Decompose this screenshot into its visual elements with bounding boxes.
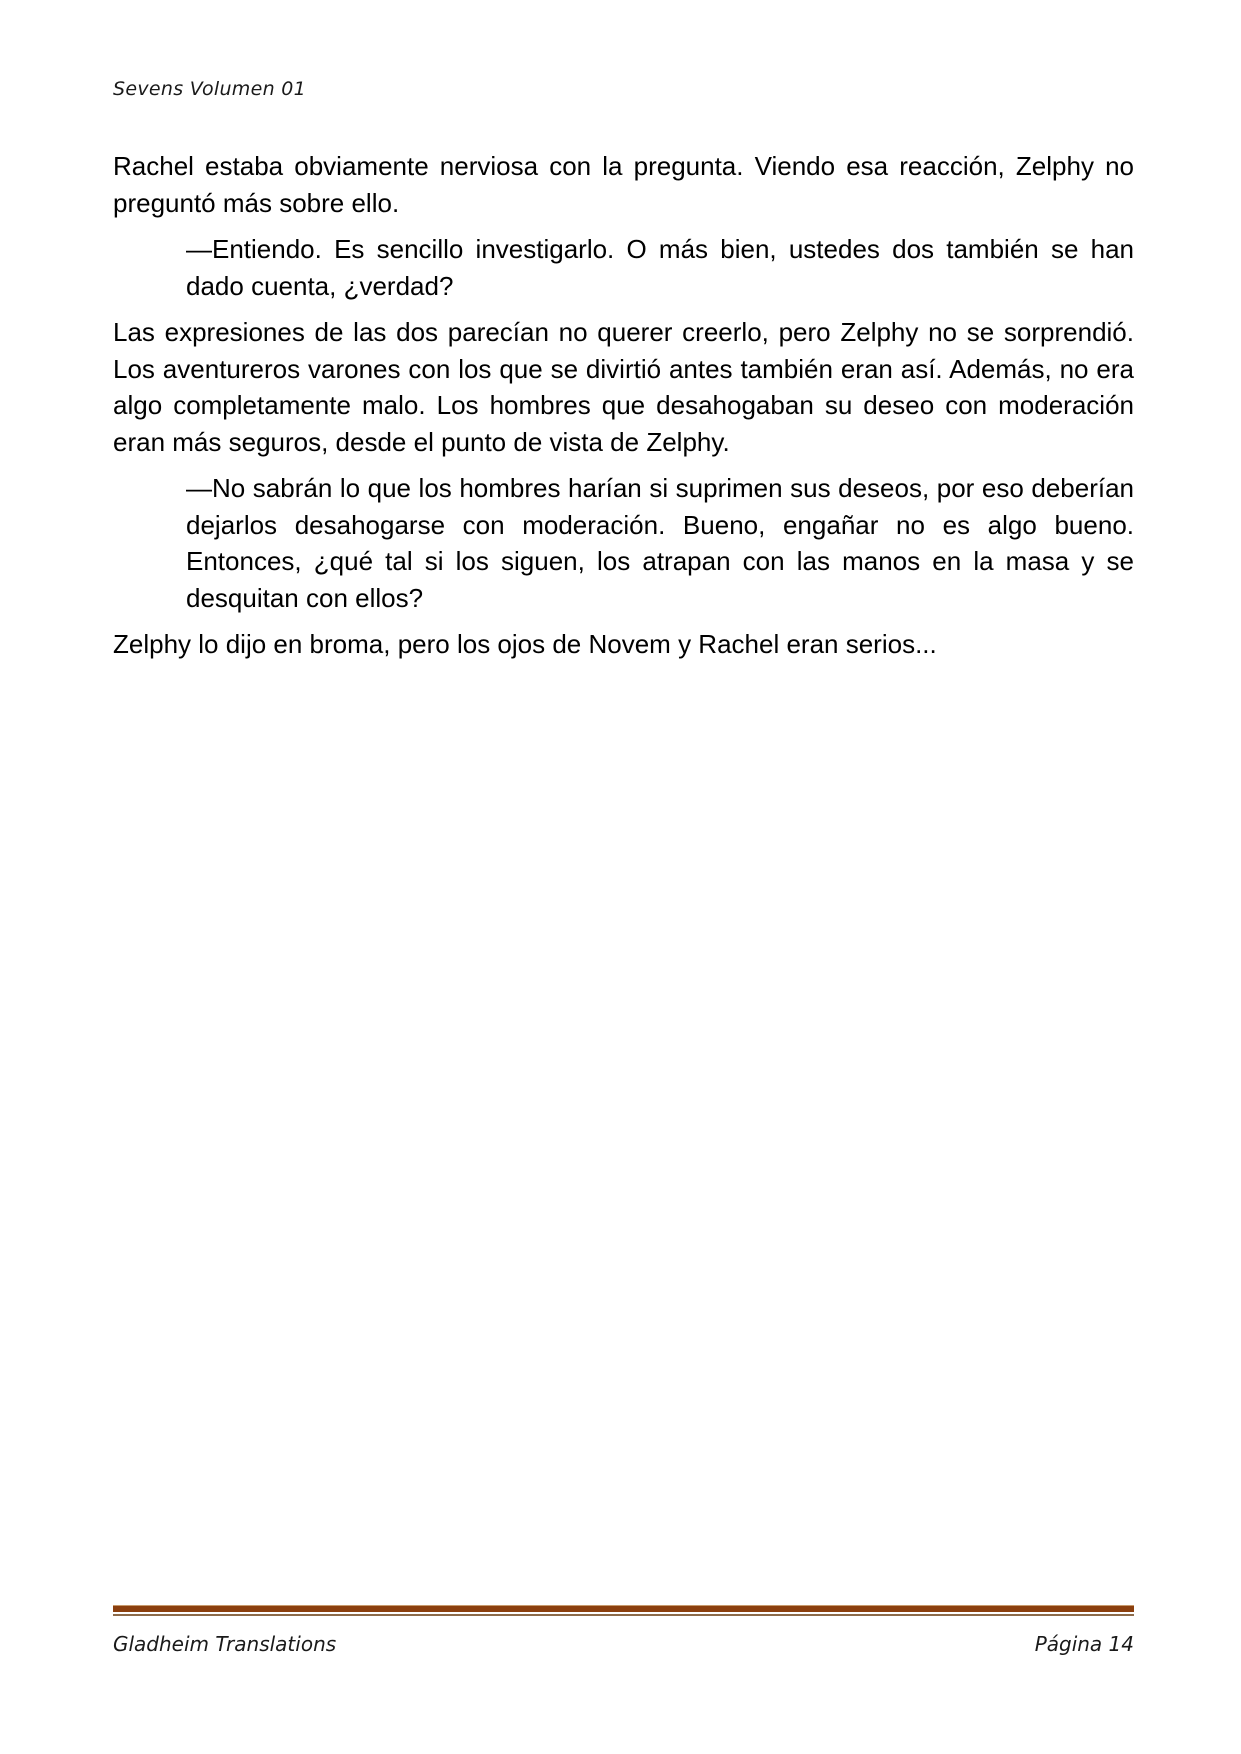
paragraph-narration: Las expresiones de las dos parecían no querer creerlo, pero Zelphy no se sorprendió. Los aventureros varones con los que se divirtió antes también eran así. Además, no era algo completamente malo. Los hombres que desahogaban su deseo con moderación eran más seguros, desde el punto de vista de Zelphy.: [113, 317, 1134, 457]
paragraph-dialogue: —No sabrán lo que los hombres harían si suprimen sus deseos, por eso deberían dejarlos desahogarse con moderación. Bueno, engañar no es algo bueno. Entonces, ¿qué tal si los siguen, los atrapan con las manos en la masa y se desquitan con ellos?: [186, 473, 1134, 613]
paragraph-narration: Rachel estaba obviamente nerviosa con la pregunta. Viendo esa reacción, Zelphy no preguntó más sobre ello.: [113, 151, 1134, 218]
footer-divider: [113, 1605, 1134, 1616]
document-body: [113, 148, 1134, 673]
paragraph-narration: Zelphy lo dijo en broma, pero los ojos de Novem y Rachel eran serios...: [113, 629, 937, 659]
paragraph-dialogue: —Entiendo. Es sencillo investigarlo. O más bien, ustedes dos también se han dado cuenta, ¿verdad?: [186, 234, 1134, 301]
footer-divider-thick: [113, 1605, 1134, 1612]
footer-publisher: Gladheim Translations: [113, 1632, 337, 1656]
footer-divider-thin: [113, 1614, 1134, 1616]
running-header: Sevens Volumen 01: [113, 78, 307, 100]
footer-page-number: Página 14: [1034, 1632, 1134, 1656]
